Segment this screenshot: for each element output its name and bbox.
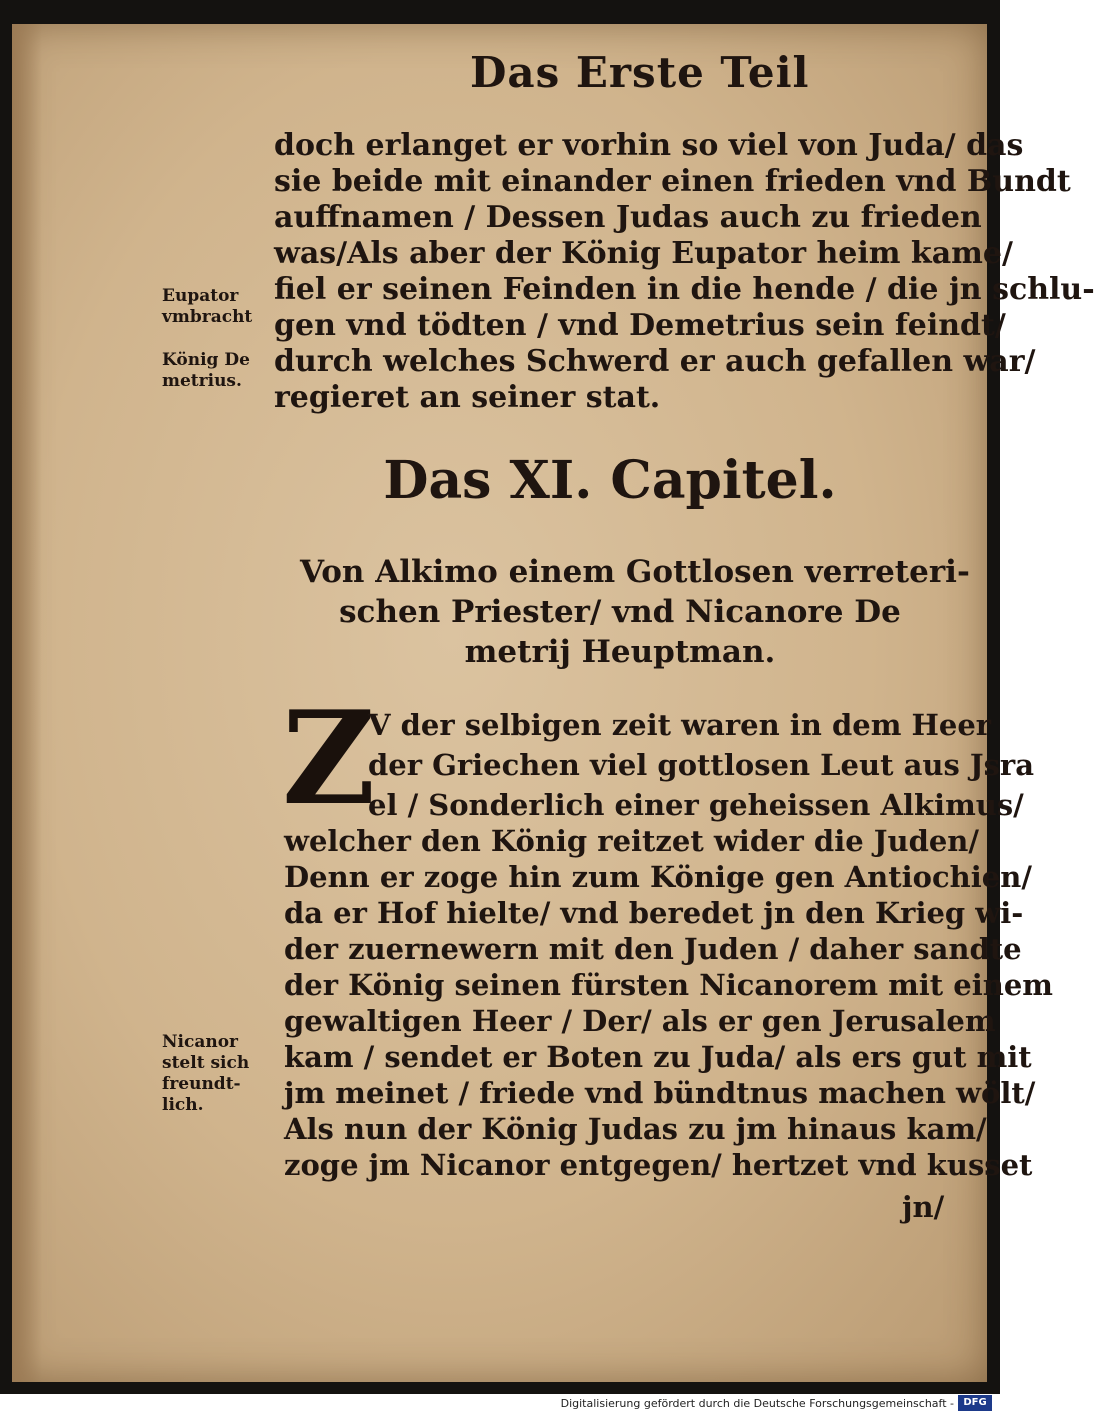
note-line: lich.	[162, 1095, 204, 1115]
note-line: vmbracht	[162, 307, 253, 327]
note-line: Nicanor	[162, 1032, 239, 1052]
body-line: welcher den König reitzet wider die Juden/	[284, 824, 979, 858]
text-line: fiel er seinen Feinden in die hende / die jn schlu-	[274, 272, 1095, 307]
body-line: kam / sendet er Boten zu Juda/ als ers gut mit	[284, 1040, 1032, 1074]
body-line: zoge jm Nicanor entgegen/ hertzet vnd kusset	[284, 1148, 1033, 1182]
running-header: Das Erste Teil	[470, 48, 810, 97]
note-line: Eupator	[162, 286, 239, 306]
body-line: da er Hof hielte/ vnd beredet jn den Krieg wi-	[284, 896, 1024, 930]
text-line: doch erlanget er vorhin so viel von Juda/ das	[274, 128, 1024, 163]
body-line: V der selbigen zeit waren in dem Heer	[368, 708, 992, 742]
chapter-subtitle-line: metrij Heuptman.	[464, 634, 776, 670]
note-line: metrius.	[162, 371, 242, 391]
body-line: jm meinet / friede vnd bündtnus machen wölt/	[284, 1076, 1036, 1110]
body-line: el / Sonderlich einer geheissen Alkimus/	[368, 788, 1024, 822]
text-line: sie beide mit einander einen frieden vnd Bundt	[274, 164, 1071, 199]
decorated-initial: Z	[282, 684, 376, 834]
note-line: stelt sich	[162, 1053, 250, 1073]
body-line: Denn er zoge hin zum Könige gen Antiochien/	[284, 860, 1032, 894]
text-line: durch welches Schwerd er auch gefallen war/	[274, 344, 1036, 379]
note-line: freundt-	[162, 1074, 241, 1094]
note-line: König De	[162, 350, 250, 370]
body-line: Als nun der König Judas zu jm hinaus kam/	[284, 1112, 987, 1146]
body-line: gewaltigen Heer / Der/ als er gen Jerusalem	[284, 1004, 996, 1038]
body-line: der König seinen fürsten Nicanorem mit einem	[284, 968, 1053, 1002]
body-line: der Griechen viel gottlosen Leut aus Jsra	[368, 748, 1034, 782]
footer-bar	[0, 1394, 1000, 1414]
text-line: auffnamen / Dessen Judas auch zu frieden	[274, 200, 982, 235]
text-line: was/Als aber der König Eupator heim kame/	[274, 236, 1013, 271]
page-gutter-shadow	[12, 24, 42, 1382]
marginal-note-nicanor	[162, 1032, 267, 1116]
chapter-subtitle-line: schen Priester/ vnd Nicanore De	[339, 594, 901, 630]
text-line: regieret an seiner stat.	[274, 380, 661, 415]
body-line: der zuernewern mit den Juden / daher sandte	[284, 932, 1022, 966]
catchword: jn/	[902, 1190, 945, 1224]
chapter-subtitle-line: Von Alkimo einem Gottlosen verreteri-	[300, 554, 970, 590]
chapter-title: Das XI. Capitel.	[383, 450, 837, 511]
marginal-note-eupator	[162, 286, 267, 328]
funding-notice: Digitalisierung gefördert durch die Deutsche Forschungsgemeinschaft -	[560, 1397, 954, 1410]
dfg-logo: DFG	[958, 1395, 992, 1411]
marginal-note-demetrius	[162, 350, 267, 392]
text-line: gen vnd tödten / vnd Demetrius sein feindt/	[274, 308, 1006, 343]
